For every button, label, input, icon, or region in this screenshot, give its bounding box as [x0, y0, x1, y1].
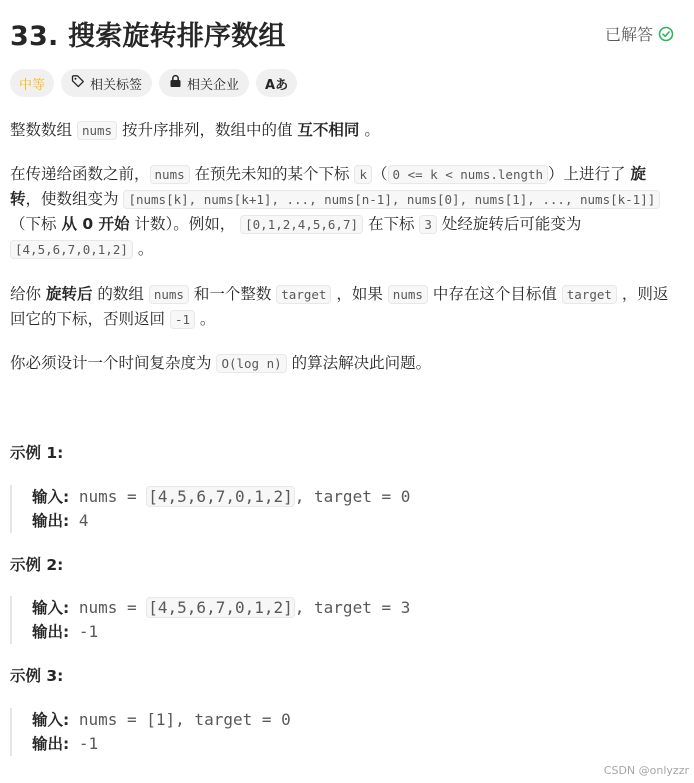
example-output-line — [32, 732, 291, 756]
text: 的算法解决此问题。 — [286, 354, 432, 372]
bold-text: 互不相同 — [297, 121, 360, 139]
solved-status — [605, 22, 674, 45]
related-companies-button[interactable] — [159, 69, 249, 97]
description-paragraph-1 — [10, 118, 380, 140]
watermark: CSDN @onlyzzr — [603, 764, 689, 777]
problem-title: 33. 搜索旋转排序数组 — [10, 21, 286, 52]
lock-icon — [169, 74, 182, 92]
input-text: , target = 3 — [294, 598, 411, 617]
inline-code: target — [276, 285, 331, 304]
input-text: nums = — [69, 487, 147, 506]
inline-code: [nums[k], nums[k+1], ..., nums[n-1], nums[0], nums[1], ..., nums[k-1]] — [123, 190, 660, 209]
text: （ — [372, 165, 388, 183]
example-3-block — [10, 708, 291, 756]
bold-text: 旋转后 — [45, 285, 93, 303]
example-1-title: 示例 1: — [10, 444, 64, 462]
inline-code: 3 — [419, 215, 437, 234]
example-output-line — [32, 509, 410, 533]
example-input-line — [32, 708, 291, 732]
inline-code: [4,5,6,7,0,1,2] — [10, 240, 133, 259]
input-text: , target = 0 — [294, 487, 411, 506]
output-label: 输出: — [32, 735, 70, 753]
text: 在预先未知的某个下标 — [189, 165, 355, 183]
translate-icon: Aあ — [265, 77, 289, 93]
inline-code: k — [354, 165, 372, 184]
check-circle-icon — [658, 26, 674, 42]
example-input-line — [32, 485, 410, 509]
text: （下标 — [10, 215, 62, 233]
input-label: 输入: — [32, 488, 70, 506]
text: 给你 — [10, 285, 46, 303]
text: 按升序排列，数组中的值 — [117, 121, 298, 139]
output-label: 输出: — [32, 623, 70, 641]
tag-bar — [10, 69, 297, 97]
translate-button[interactable] — [256, 69, 297, 97]
example-2-title: 示例 2: — [10, 556, 64, 574]
input-label: 输入: — [32, 711, 70, 729]
example-3-title: 示例 3: — [10, 667, 64, 685]
text: 。 — [359, 121, 380, 139]
description-paragraph-4 — [10, 351, 431, 373]
text: 计数）。例如， — [129, 215, 241, 233]
example-1-block — [10, 485, 410, 533]
example-output-line — [32, 620, 410, 644]
input-array: [4,5,6,7,0,1,2] — [148, 487, 293, 506]
text: 处经旋转后可能变为 — [436, 215, 582, 233]
text: ，使数组变为 — [25, 190, 124, 208]
difficulty-label: 中等 — [19, 77, 46, 93]
text: ）上进行了 — [548, 165, 631, 183]
example-2-block — [10, 596, 410, 644]
inline-code: O(log n) — [216, 354, 286, 373]
text: 中存在这个目标值 — [427, 285, 562, 303]
text: 的数组 — [92, 285, 149, 303]
output-value: -1 — [69, 622, 99, 641]
description-paragraph-3 — [10, 282, 670, 332]
input-label: 输入: — [32, 599, 70, 617]
inline-code: -1 — [170, 310, 195, 329]
text: 和一个整数 — [188, 285, 277, 303]
related-tags-label: 相关标签 — [90, 77, 143, 93]
inline-code: 0 <= k < nums.length — [388, 165, 549, 184]
text: ，则返回它的下标，否则返回 — [10, 285, 669, 328]
inline-code: nums — [149, 285, 189, 304]
text: 在传递给函数之前， — [10, 165, 150, 183]
text: 整数数组 — [10, 121, 77, 139]
text: 你必须设计一个时间复杂度为 — [10, 354, 217, 372]
text: 。 — [195, 310, 216, 328]
related-tags-button[interactable] — [61, 69, 152, 97]
related-companies-label: 相关企业 — [187, 77, 240, 93]
input-text: nums = [1], target = 0 — [69, 710, 291, 729]
inline-code: nums — [77, 121, 117, 140]
bold-text: 旋转 — [10, 165, 646, 208]
difficulty-badge[interactable] — [10, 69, 54, 97]
input-text: nums = — [69, 598, 147, 617]
inline-code: nums — [388, 285, 428, 304]
example-input-line — [32, 596, 410, 620]
output-value: 4 — [69, 511, 89, 530]
text: ，如果 — [331, 285, 388, 303]
output-value: -1 — [69, 734, 99, 753]
description-paragraph-2 — [10, 162, 670, 262]
text: 。 — [132, 240, 154, 258]
inline-code: target — [562, 285, 617, 304]
inline-code: nums — [150, 165, 190, 184]
tag-icon — [71, 74, 85, 92]
input-array: [4,5,6,7,0,1,2] — [148, 598, 293, 617]
bold-text: 从 0 开始 — [61, 215, 130, 233]
output-label: 输出: — [32, 512, 70, 530]
text: 在下标 — [363, 215, 420, 233]
solved-label: 已解答 — [604, 25, 653, 44]
inline-code: [0,1,2,4,5,6,7] — [240, 215, 363, 234]
